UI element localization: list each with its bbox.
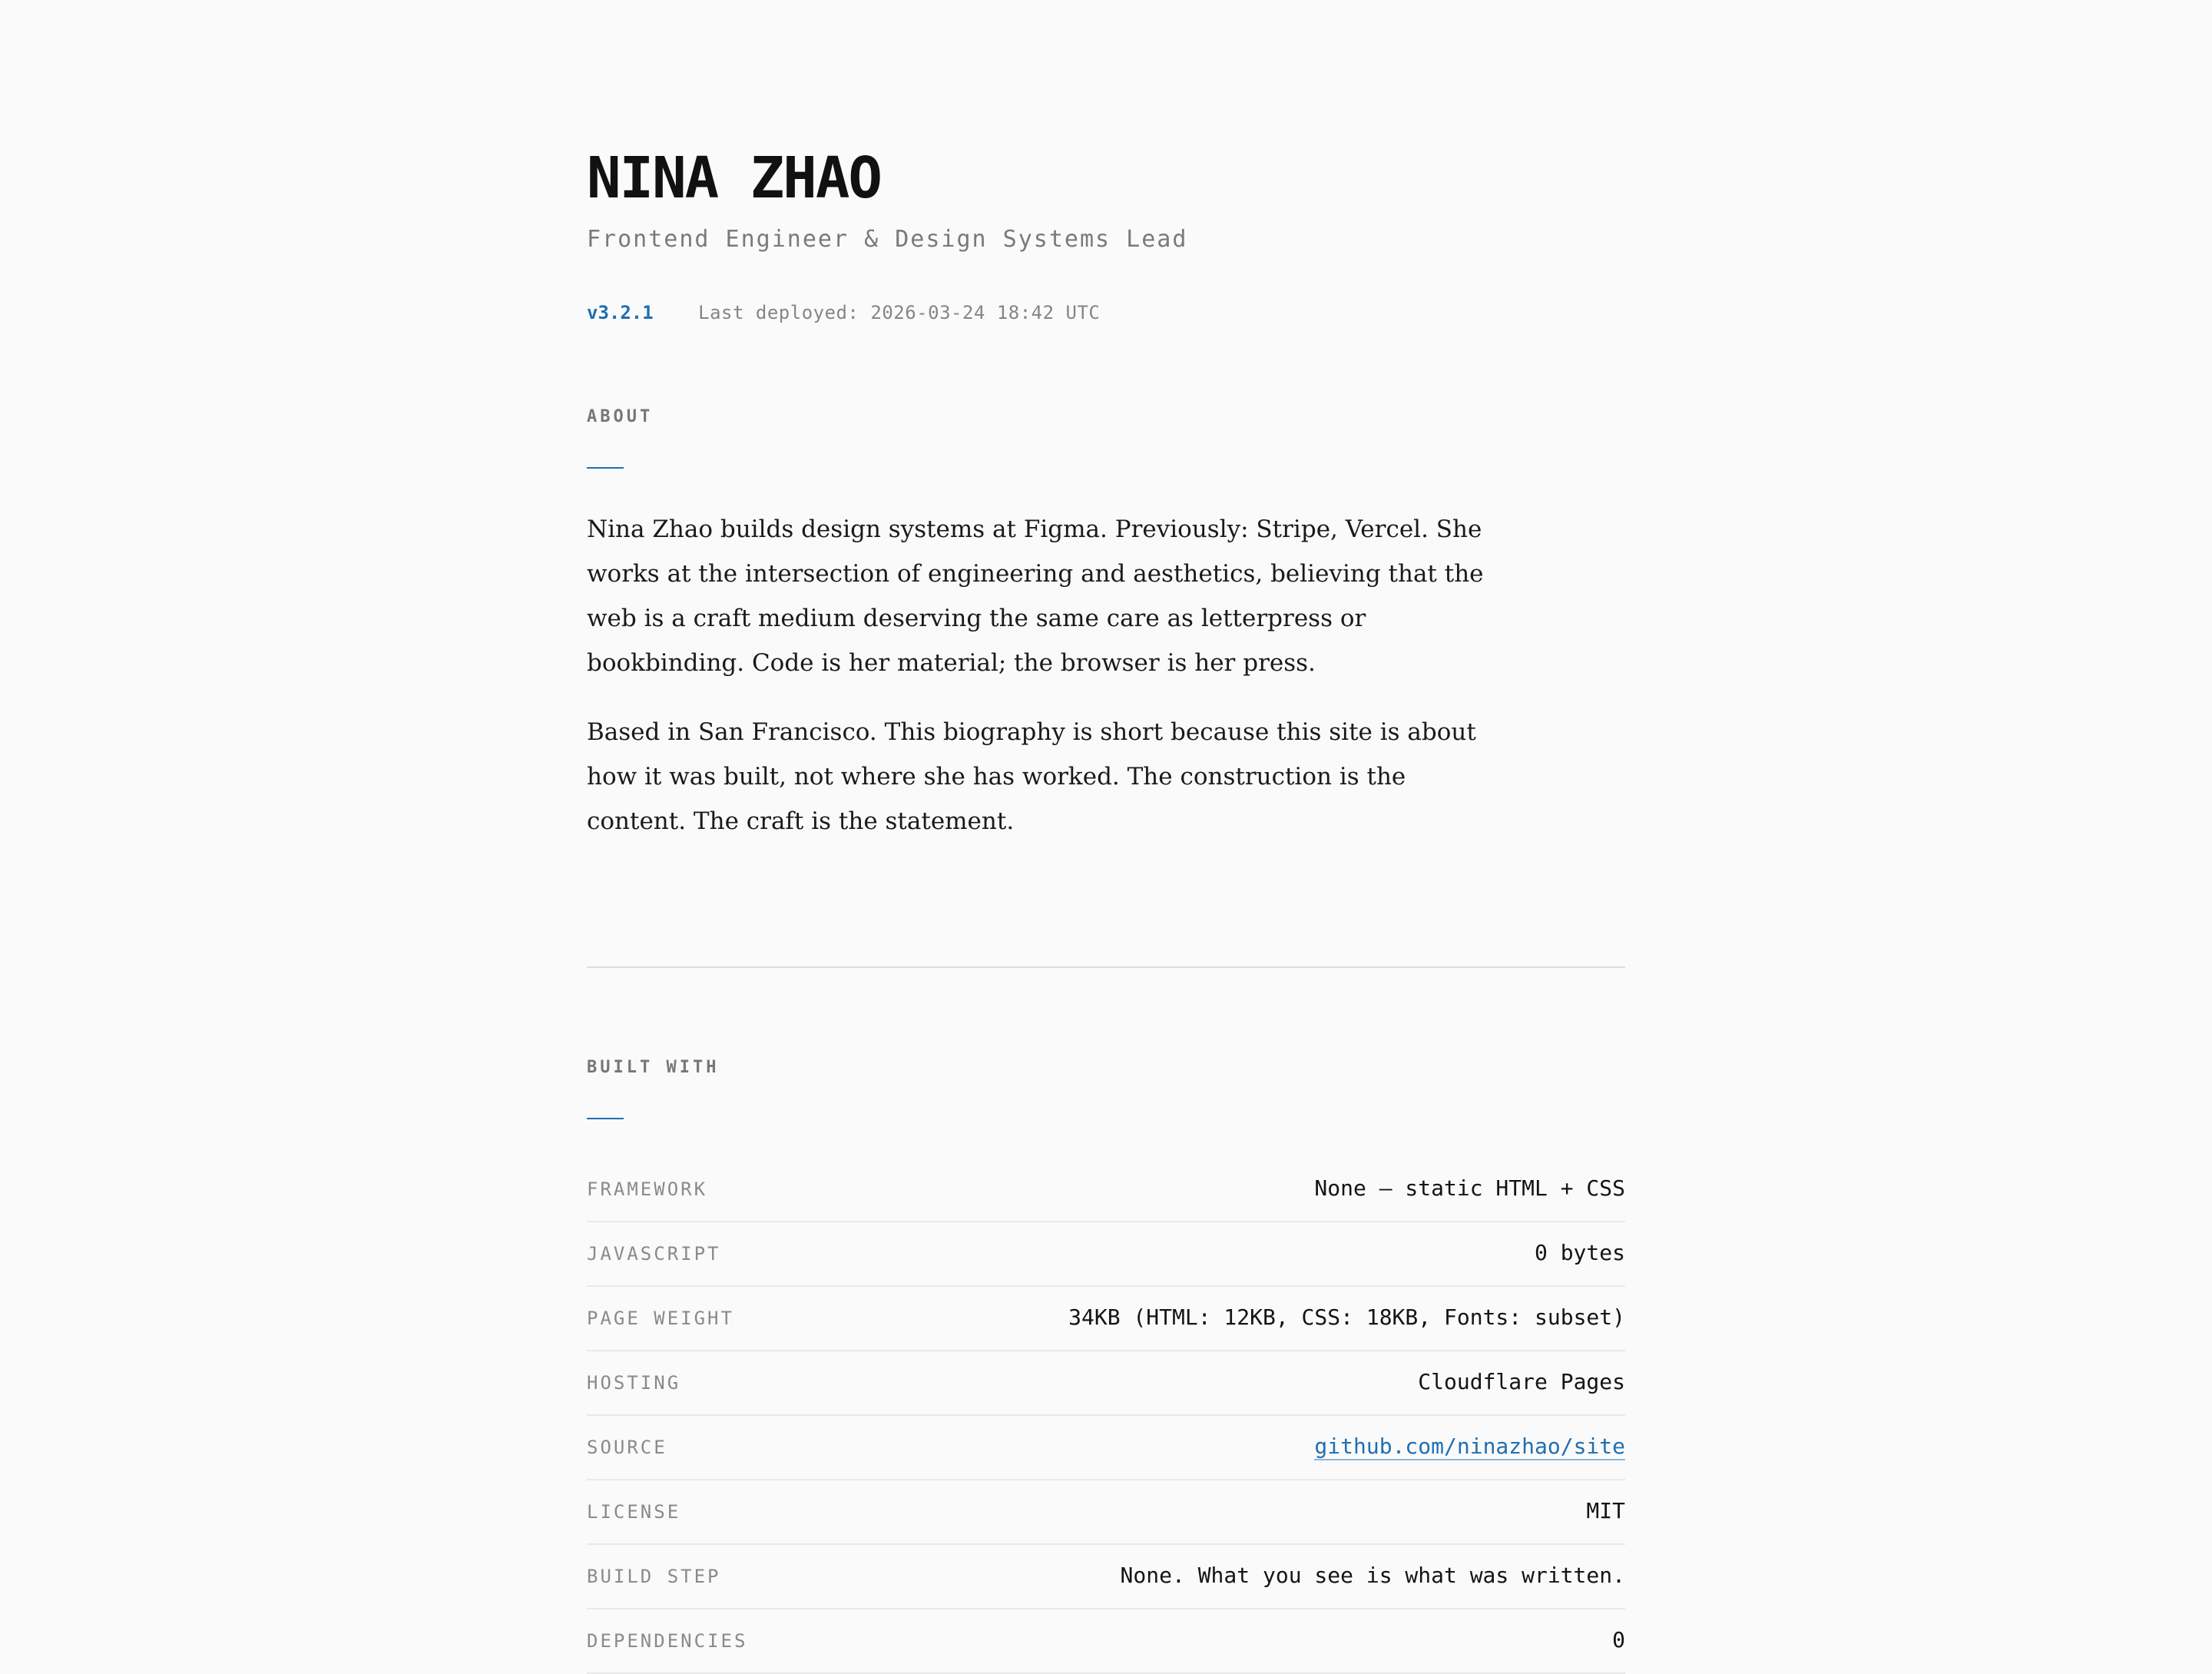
about-paragraph: Based in San Francisco. This biography is short because this site is about how it was built, not where she has worked. The construction is the content. The craft is the statement. [587, 718, 1476, 835]
spec-value: None — static HTML + CSS [1314, 1175, 1625, 1201]
section-divider [587, 966, 1625, 968]
spec-value: Cloudflare Pages [1418, 1369, 1625, 1394]
spec-value: 0 bytes [1534, 1240, 1625, 1265]
spec-value: 0 [1612, 1627, 1625, 1652]
spec-table [587, 1158, 1625, 1674]
spec-key: HOSTING [587, 1372, 681, 1394]
spec-key: LICENSE [587, 1501, 681, 1523]
spec-key: DEPENDENCIES [587, 1630, 748, 1652]
about-text [587, 507, 1508, 868]
spec-row-dependencies [587, 1609, 1625, 1674]
spec-row-license [587, 1480, 1625, 1545]
last-deployed: Last deployed: 2026-03-24 18:42 UTC [698, 302, 1101, 323]
tagline: Frontend Engineer & Design Systems Lead [587, 226, 1188, 253]
spec-key: SOURCE [587, 1437, 667, 1458]
version-badge: v3.2.1 [587, 302, 654, 323]
about-accent-rule [587, 467, 624, 469]
spec-value: None. What you see is what was written. [1120, 1563, 1625, 1588]
spec-row-hosting [587, 1351, 1625, 1416]
spec-row-framework [587, 1158, 1625, 1222]
spec-row-build-step [587, 1545, 1625, 1609]
spec-row-source [587, 1416, 1625, 1480]
about-paragraph: Nina Zhao builds design systems at Figma. Previously: Stripe, Vercel. She works at the intersection of engineering and aesthetics, believing that the web is a craft medium deserving the same care as letterpress or bookbinding. Code is her material; the browser is her press. [587, 515, 1484, 677]
spec-key: FRAMEWORK [587, 1178, 708, 1200]
spec-key: PAGE WEIGHT [587, 1308, 734, 1329]
spec-value-container [1314, 1433, 1625, 1460]
spec-row-javascript [587, 1222, 1625, 1287]
source-link[interactable]: github.com/ninazhao/site [1314, 1434, 1625, 1459]
spec-key: JAVASCRIPT [587, 1243, 721, 1265]
deploy-meta [587, 300, 1100, 326]
spec-value: MIT [1586, 1498, 1625, 1523]
about-heading: ABOUT [587, 407, 654, 426]
site-title: NINA ZHAO [587, 145, 881, 211]
built-with-accent-rule [587, 1118, 624, 1119]
built-with-heading: BUILT WITH [587, 1058, 720, 1077]
spec-row-page-weight [587, 1287, 1625, 1351]
spec-value: 34KB (HTML: 12KB, CSS: 18KB, Fonts: subset) [1068, 1304, 1625, 1330]
spec-key: BUILD STEP [587, 1566, 721, 1587]
